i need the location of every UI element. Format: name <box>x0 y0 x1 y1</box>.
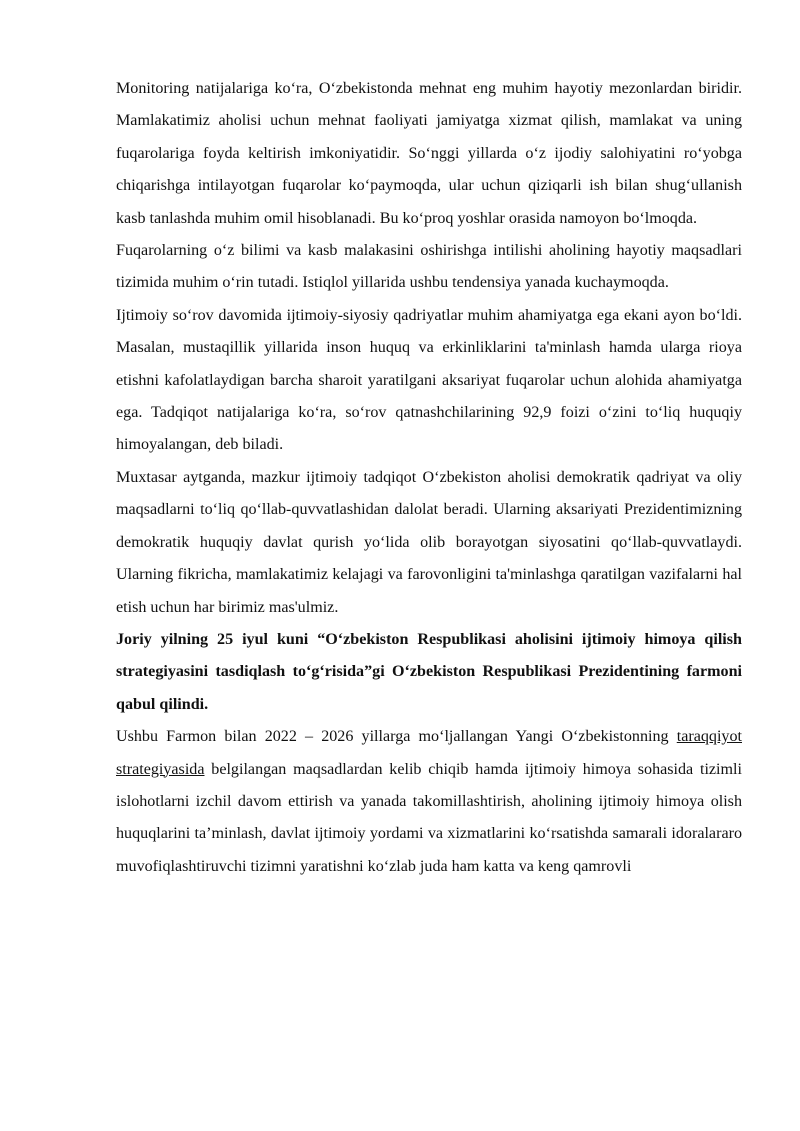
paragraph-conclusion: Muxtasar aytganda, mazkur ijtimoiy tadqiqot O‘zbekiston aholisi demokratik qadriyat va oliy maqsadlarni to‘liq qo‘llab-quvvatlashidan dalolat beradi. Ularning aksariyati Prezidentimizning demokratik huquqiy davlat qurish yo‘lida olib borayotgan siyosatini qo‘llab-quvvatlaydi. Ularning fikricha, mamlakatimiz kelajagi va farovonligini ta'minlashga qaratilgan vazifalarni hal etish uchun har birimiz mas'ulmiz. <box>116 468 742 616</box>
decree-text-before-link: Ushbu Farmon bilan 2022 – 2026 yillarga mo‘ljallangan Yangi O‘zbekistonning <box>116 728 677 746</box>
paragraph-social-survey: Ijtimoiy so‘rov davomida ijtimoiy-siyosiy qadriyatlar muhim ahamiyatga ega ekani ayon bo‘ldi. Masalan, mustaqillik yillarida inson huquq va erkinliklarini ta'minlash hamda ularga rioya etishni kafolatlaydigan barcha sharoit yaratilgani aksariyat fuqarolar uchun alohida ahamiyatga ega. Tadqiqot natijalariga ko‘ra, so‘rov qatnashchilarining 92,9 foizi o‘zini to‘liq huquqiy himoyalangan, deb biladi. <box>116 306 742 454</box>
paragraph-decree-announcement: Joriy yilning 25 iyul kuni “O‘zbekiston Respublikasi aholisini ijtimoiy himoya qilish strategiyasini tasdiqlash to‘g‘risida”gi O‘zbekiston Respublikasi Prezidentining farmoni qabul qilindi. <box>116 630 742 713</box>
decree-text-after-link: belgilangan maqsadlardan kelib chiqib hamda ijtimoiy himoya sohasida tizimli islohotlarni izchil davom ettirish va yanada takomillashtirish, aholining ijtimoiy himoya olish huquqlarini ta’minlash, davlat ijtimoiy yordami va xizmatlarini ko‘rsatishda samarali idoralararo muvofiqlashtiruvchi tizimni yaratishni ko‘zlab juda ham katta va keng qamrovli <box>116 760 742 875</box>
paragraph-labor-monitoring: Monitoring natijalariga ko‘ra, O‘zbekistonda mehnat eng muhim hayotiy mezonlardan biridir. Mamlakatimiz aholisi uchun mehnat faoliyati jamiyatga xizmat qilish, mamlakat va uning fuqarolariga foyda keltirish imkoniyatidir. So‘nggi yillarda o‘z ijodiy salohiyatini ro‘yobga chiqarishga intilayotgan fuqarolar ko‘paymoqda, ular uchun qiziqarli ish bilan shug‘ullanish kasb tanlashda muhim omil hisoblanadi. Bu ko‘proq yoshlar orasida namoyon bo‘lmoqda. <box>116 80 742 227</box>
document-page <box>116 73 742 883</box>
strategy-link[interactable]: taraqqiyot strategiyasida <box>116 728 742 778</box>
paragraph-decree-details <box>116 721 742 883</box>
paragraph-education-aspiration: Fuqarolarning o‘z bilimi va kasb malakasini oshirishga intilishi aholining hayotiy maqsadlari tizimida muhim o‘rin tutadi. Istiqlol yillarida ushbu tendensiya yanada kuchaymoqda. <box>116 242 742 292</box>
